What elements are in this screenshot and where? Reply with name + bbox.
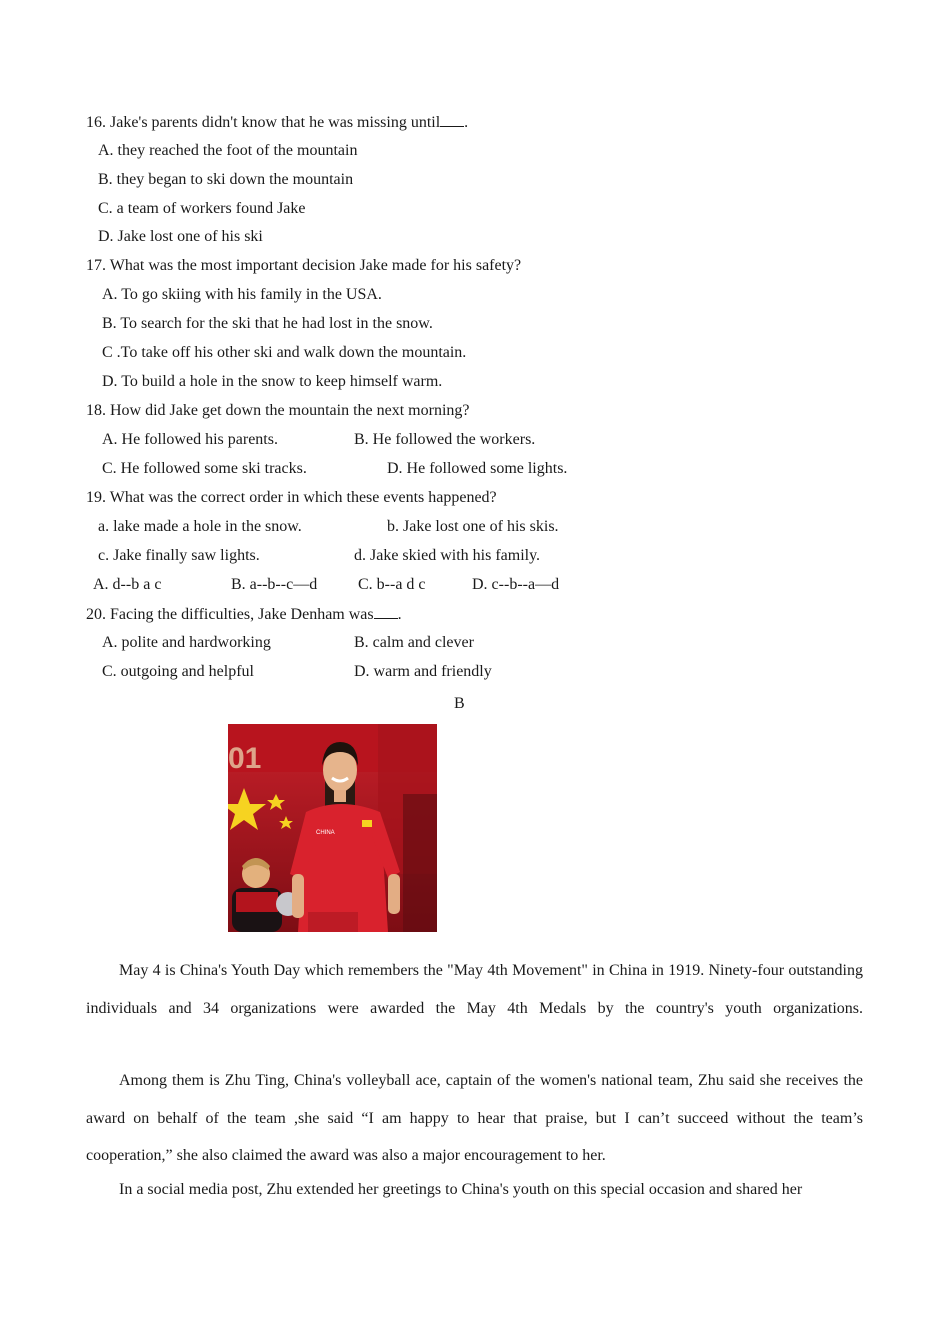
question-18-stem: 18. How did Jake get down the mountain the next morning? xyxy=(86,402,470,419)
question-16-option-b: B. they began to ski down the mountain xyxy=(98,171,354,188)
question-19-stem: 19. What was the correct order in which these events happened? xyxy=(86,489,497,506)
svg-text:CHINA: CHINA xyxy=(316,830,335,836)
question-17-stem: 17. What was the most important decision Jake made for his safety? xyxy=(86,257,522,274)
question-20-stem: 20. Facing the difficulties, Jake Denham was . xyxy=(86,606,402,623)
question-19-option-d: D. c--b--a—d xyxy=(472,576,560,593)
passage-paragraph-3: In a social media post, Zhu extended her greetings to China's youth on this special occasion and shared her xyxy=(119,1181,803,1198)
question-19-option-b: B. a--b--c—d xyxy=(231,576,318,593)
question-18-option-d: D. He followed some lights. xyxy=(387,460,568,477)
question-18-option-c: C. He followed some ski tracks. xyxy=(102,460,307,477)
question-20-option-d: D. warm and friendly xyxy=(354,663,492,680)
question-19-option-c: C. b--a d c xyxy=(358,576,426,593)
svg-text:01: 01 xyxy=(228,742,262,775)
question-16-option-a: A. they reached the foot of the mountain xyxy=(98,142,358,159)
question-20-option-a: A. polite and hardworking xyxy=(102,634,271,651)
answer-blank xyxy=(374,604,398,619)
question-16-option-d: D. Jake lost one of his ski xyxy=(98,228,263,245)
question-19-event-b: b. Jake lost one of his skis. xyxy=(387,518,559,535)
photo-icon xyxy=(228,724,437,932)
question-16-stem: 16. Jake's parents didn't know that he was missing until . xyxy=(86,114,469,131)
question-19-event-d: d. Jake skied with his family. xyxy=(354,547,541,564)
passage-paragraph-2: Among them is Zhu Ting, China's volleyball ace, captain of the women's national team, Zhu said she receives the award on behalf of the team ,she said “I am happy to hear that praise, but I can’t succeed without the team’s cooperation,” she also claimed the award was also a major encouragement to her. xyxy=(86,1072,863,1164)
question-17-option-b: B. To search for the ski that he had lost in the snow. xyxy=(102,315,433,332)
question-19-event-c: c. Jake finally saw lights. xyxy=(98,547,260,564)
question-19-option-a: A. d--b a c xyxy=(93,576,162,593)
answer-blank xyxy=(440,112,464,127)
passage-paragraph-1: May 4 is China's Youth Day which remembers the "May 4th Movement" in China in 1919. Ninety-four outstanding individuals and 34 organizations were awarded the May 4th Medals by the country's youth organizations. xyxy=(86,962,863,1017)
question-17-option-d: D. To build a hole in the snow to keep himself warm. xyxy=(102,373,443,390)
question-20-option-c: C. outgoing and helpful xyxy=(102,663,254,680)
question-17-option-c: C .To take off his other ski and walk down the mountain. xyxy=(102,344,467,361)
question-16-option-c: C. a team of workers found Jake xyxy=(98,200,306,217)
question-19-event-a: a. lake made a hole in the snow. xyxy=(98,518,302,535)
question-18-option-b: B. He followed the workers. xyxy=(354,431,536,448)
question-17-option-a: A. To go skiing with his family in the USA. xyxy=(102,286,382,303)
question-18-option-a: A. He followed his parents. xyxy=(102,431,278,448)
question-20-option-b: B. calm and clever xyxy=(354,634,474,651)
section-label: B xyxy=(454,695,465,712)
